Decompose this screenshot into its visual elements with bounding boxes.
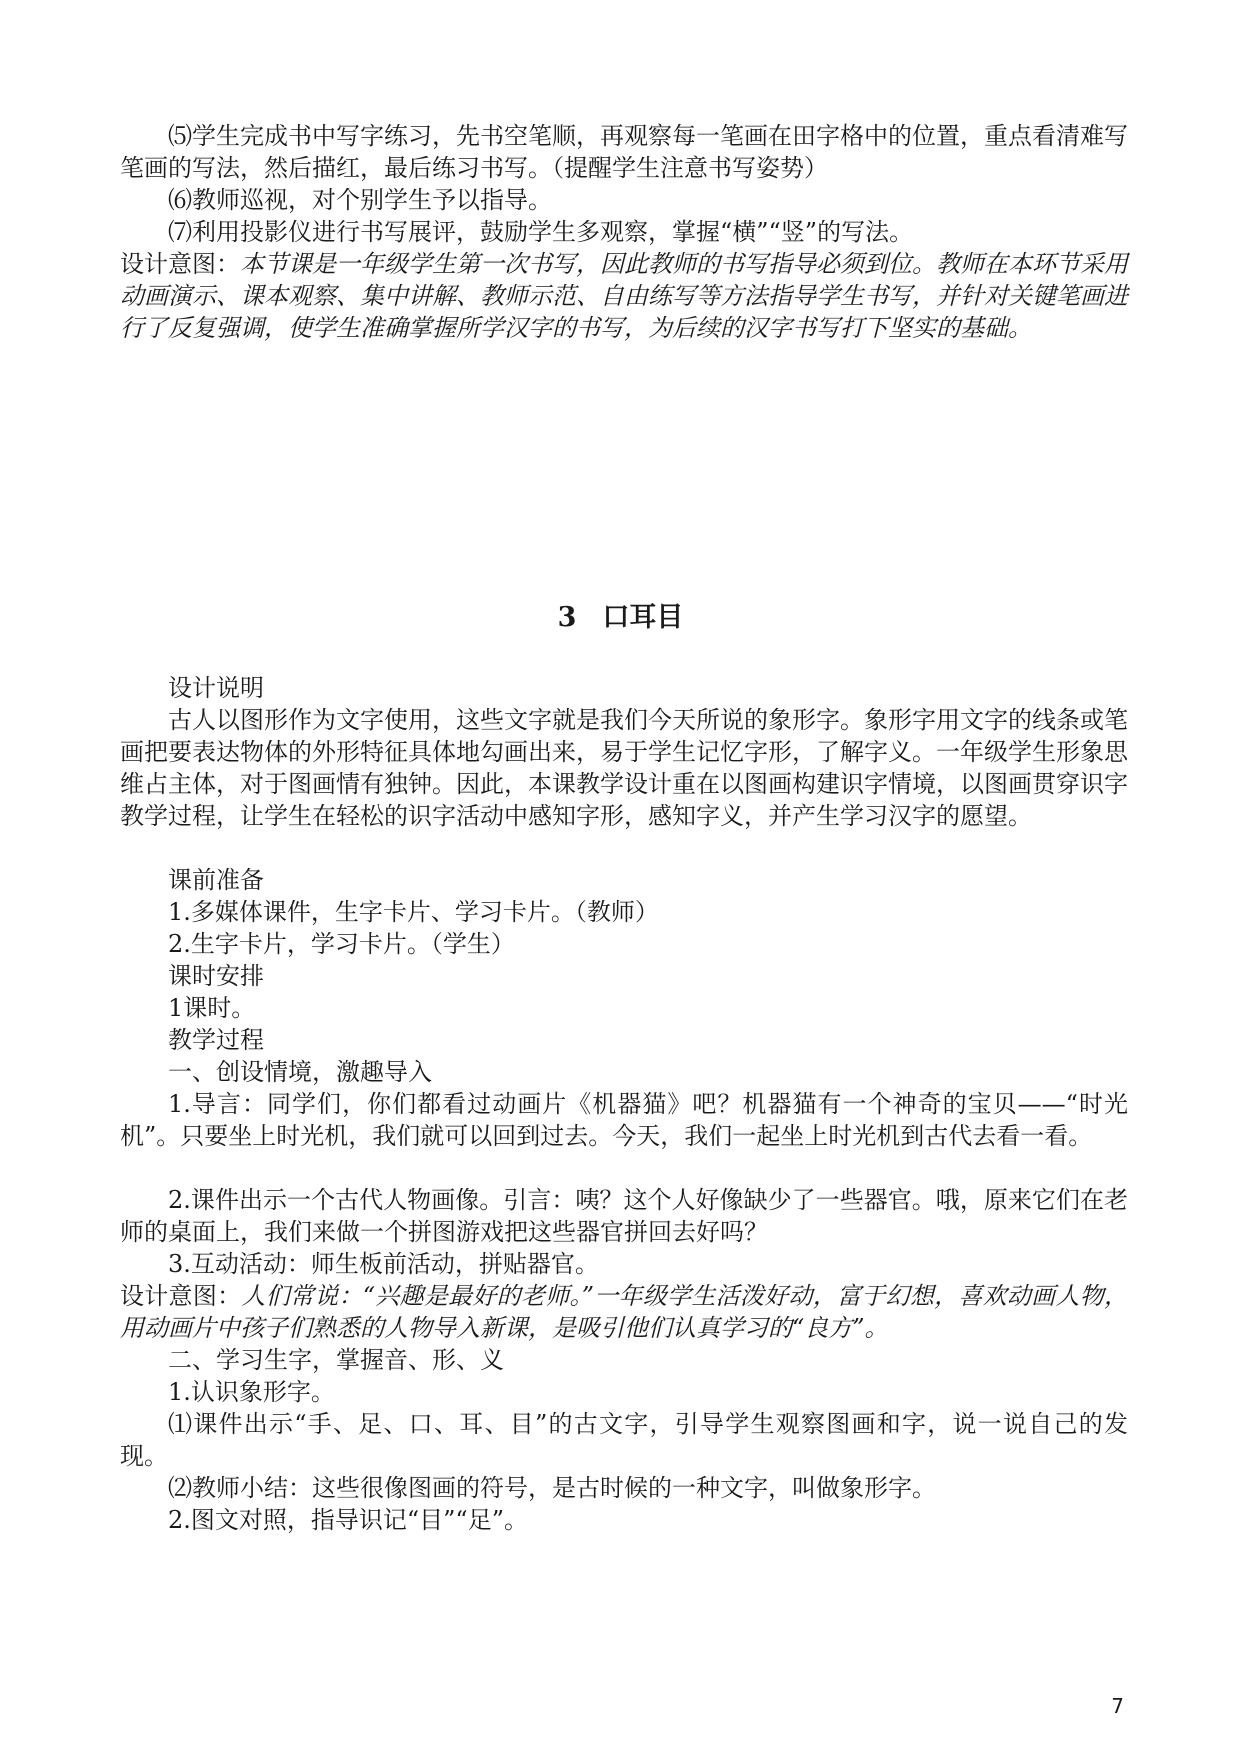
design-intent-label: 设计意图： [120, 250, 240, 278]
lesson-title-text: 口耳目 [602, 602, 684, 633]
section-2-step-2: 2.图文对照，指导识记“目”“足”。 [168, 1506, 528, 1534]
lead-in-label: 引言： [503, 1186, 576, 1214]
step-7-paragraph: ⑺利用投影仪进行书写展评，鼓励学生多观察，掌握“横”“竖”的写法。 [168, 218, 914, 246]
lesson-title [0, 600, 1241, 636]
step-6-paragraph: ⑹教师巡视，对个别学生予以指导。 [168, 186, 552, 214]
lead-in-text: 咦？这个人好像缺少了一些器官。哦，原来它们在老师的桌面上，我们来做一个拼图游戏把这些器官拼回去好吗？ [120, 1186, 1129, 1246]
process-heading: 教学过程 [168, 1026, 264, 1054]
design-intent-label-2: 设计意图： [120, 1282, 242, 1310]
schedule-heading: 课时安排 [168, 962, 264, 990]
section-1-step-2 [120, 1184, 1128, 1248]
schedule-text: 1课时。 [168, 994, 256, 1022]
teacher-summary-text: 这些很像图画的符号，是古时候的一种文字，叫做象形字。 [312, 1474, 936, 1502]
design-intent-paragraph-2 [120, 1280, 1128, 1344]
design-note-paragraph: 古人以图形作为文字使用，这些文字就是我们今天所说的象形字。象形字用文字的线条或笔画把要表达物体的外形特征具体地勾画出来，易于学生记忆字形，了解字义。一年级学生形象思维占主体，对于图画情有独钟。因此，本课教学设计重在以图画构建识字情境，以图画贯穿识字教学过程，让学生在轻松的识字活动中感知字形，感知字义，并产生学习汉字的愿望。 [120, 706, 1128, 830]
design-intent-paragraph-1 [120, 248, 1128, 344]
lesson-number: 3 [557, 602, 577, 633]
prep-heading: 课前准备 [168, 866, 264, 894]
page-number: 7 [1111, 1694, 1124, 1718]
design-intent-text: 本节课是一年级学生第一次书写，因此教师的书写指导必须到位。教师在本环节采用动画演示、课本观察、集中讲解、教师示范、自由练写等方法指导学生书写，并针对关键笔画进行了反复强调，使学生准确掌握所学汉字的书写，为后续的汉字书写打下坚实的基础。 [120, 250, 1128, 342]
section-1-heading: 一、创设情境，激趣导入 [168, 1058, 432, 1086]
section-1-step-3: 3.互动活动：师生板前活动，拼贴器官。 [168, 1250, 599, 1278]
intro-label: 导言： [190, 1090, 267, 1118]
section-2-step-1b [120, 1472, 1128, 1504]
section-2-step-1: 1.认识象形字。 [168, 1378, 335, 1406]
section-2-step-1a: ⑴课件出示“手、足、口、耳、目”的古文字，引导学生观察图画和字，说一说自己的发现。 [120, 1410, 1128, 1470]
step-1-prefix: 1. [168, 1090, 191, 1118]
prep-item-2: 2.生字卡片，学习卡片。（学生） [168, 930, 515, 958]
step-5-paragraph: ⑸学生完成书中写字练习，先书空笔顺，再观察每一笔画在田字格中的位置，重点看清难写笔画的写法，然后描红，最后练习书写。（提醒学生注意书写姿势） [120, 122, 1128, 182]
section-2-heading: 二、学习生字，掌握音、形、义 [168, 1346, 504, 1374]
teacher-summary-label: 教师小结： [192, 1474, 312, 1502]
intro-text: 同学们，你们都看过动画片《机器猫》吧？机器猫有一个神奇的宝贝——“时光机”。只要坐上时光机，我们就可以回到过去。今天，我们一起坐上时光机到古代去看一看。 [120, 1090, 1128, 1150]
design-note-heading: 设计说明 [168, 674, 264, 702]
prep-item-1: 1.多媒体课件，生字卡片、学习卡片。（教师） [168, 898, 659, 926]
design-intent-text-2: 人们常说：“兴趣是最好的老师。”一年级学生活泼好动，富于幻想，喜欢动画人物，用动画片中孩子们熟悉的人物导入新课，是吸引他们认真学习的“良方”。 [120, 1282, 1129, 1342]
step-2-prefix: 2.课件出示一个古代人物画像。 [168, 1186, 504, 1214]
section-1-step-1 [120, 1088, 1128, 1152]
step-1b-prefix: ⑵ [168, 1474, 192, 1502]
